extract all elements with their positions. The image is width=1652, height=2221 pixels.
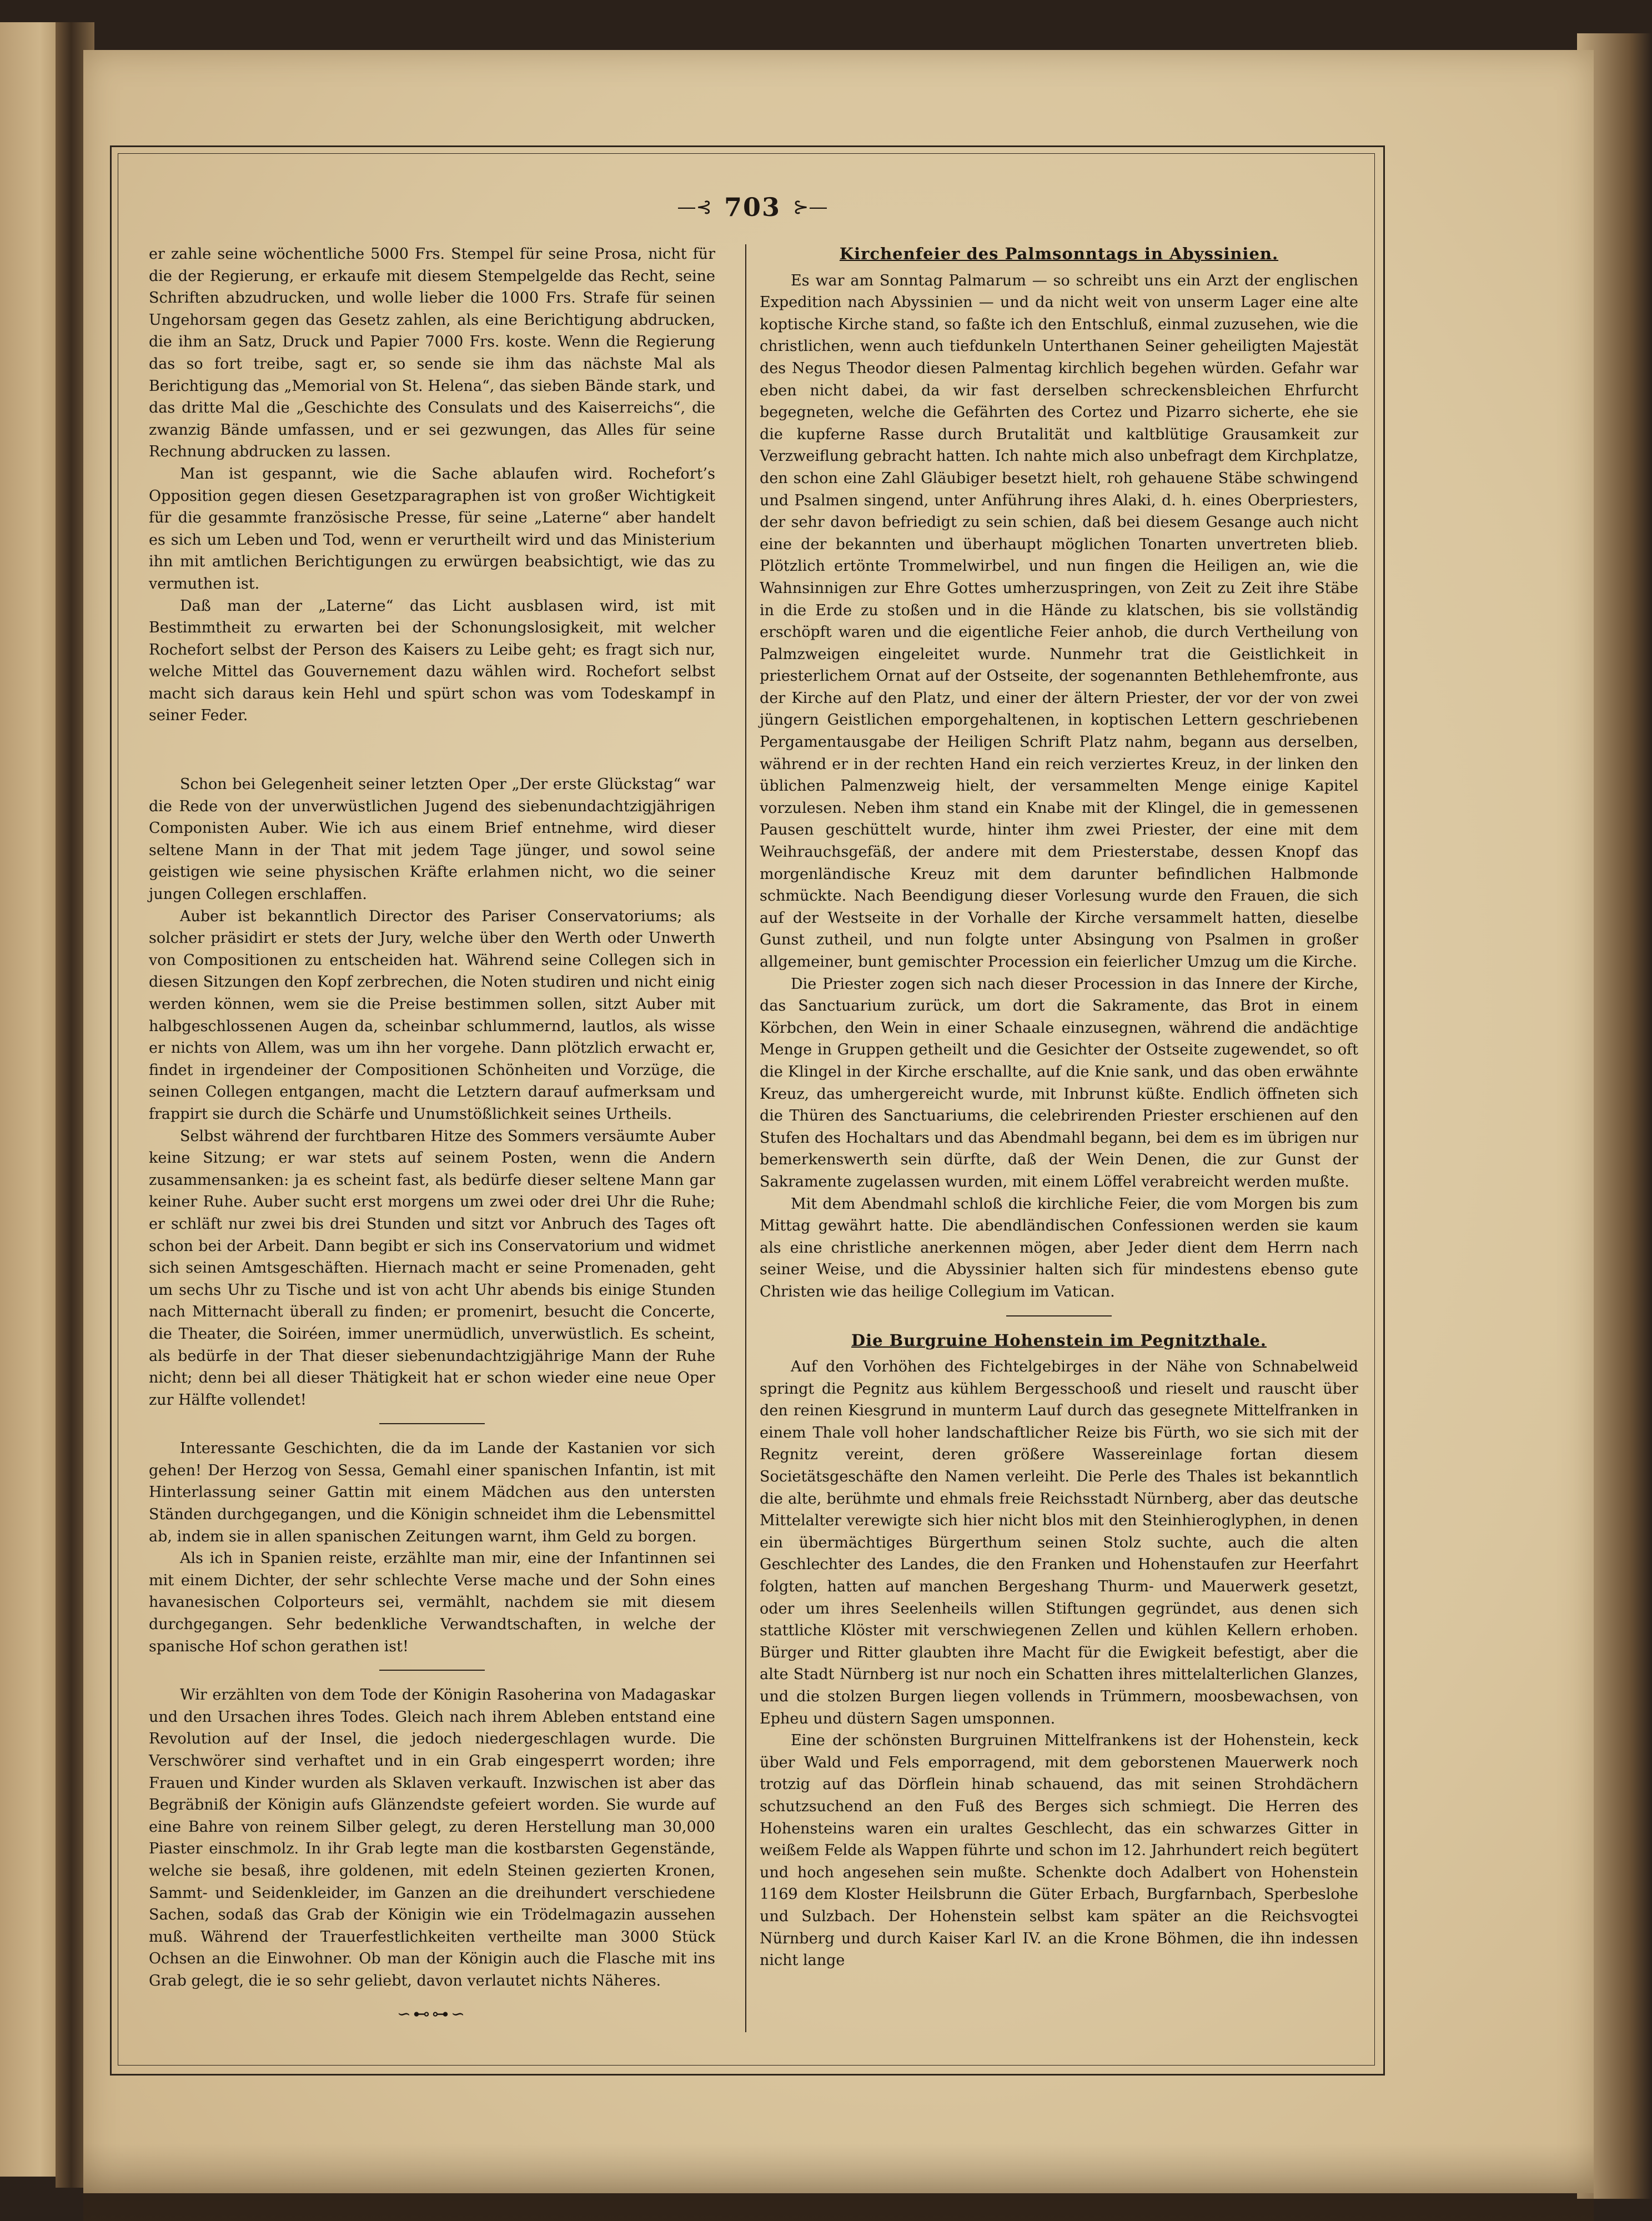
section-divider (1006, 1315, 1112, 1316)
paragraph: er zahle seine wöchentliche 5000 Frs. Stempel für seine Prosa, nicht für die der Regierung, er erkaufe mit diesem Stempelgelde das Recht, seine Schriften abzudrucken, und wolle lieber die 1000 Frs. Strafe für seinen Ungehorsam gegen das Gesetz zahlen, als eine Berichtigung abdrucken, die ihm an Satz, Druck und Papier 7000 Frs. koste. Wenn die Regierung das so fort treibe, sagt er, so sende sie ihm das nächste Mal als Berichtigung das „Memorial von St. Helena“, das sieben Bände stark, und das dritte Mal die „Geschichte des Consulats und des Kaiserreichs“, die zwanzig Bände umfassen, und er sei gezwungen, das Alles für seine Rechnung abdrucken zu lassen. (149, 245, 715, 461)
article-title (760, 1330, 1358, 1352)
article-title-text: Kirchenfeier des Palmsonntags in Abyssinien. (839, 244, 1279, 263)
paragraph: Es war am Sonntag Palmarum — so schreibt uns ein Arzt der englischen Expedition nach Abyssinien — und da nicht weit von unserm Lager eine alte koptische Kirche stand, so faßte ich den Entschluß, einmal zuzusehen, wie die christlichen, wenn auch tiefdunkeln Unterthanen Seiner geheiligten Majestät des Negus Theodor diesen Palmentag kirchlich begehen würden. Gefahr war eben nicht dabei, da wir fast derselben schreckensbleichen Ehrfurcht begegneten, welche die Gefährten des Cortez und Pizarro sicherte, ehe sie die kupferne Rasse durch Brutalität und kaltblütige Grausamkeit zur Verzweiflung gebracht hatten. Ich nahte mich also unbefragt dem Kirchplatze, den schon eine Zahl Gläubiger besetzt hielt, roh gehauene Stäbe schwingend und Psalmen singend, unter Anführung ihres Alaki, d. h. eines Oberpriesters, der sehr davon befriedigt zu sein schien, daß bei diesem Gesange auch nicht eine der bekannten und überhaupt möglichen Tonarten unvertreten blieb. Plötzlich ertönte Trommelwirbel, und nun fingen die Heiligen an, wie die Wahnsinnigen zur Ehre Gottes umherzuspringen, von Zeit zu Zeit ihre Stäbe in die Erde zu stoßen und in die Hände zu klatschen, bis sie vollständig erschöpft waren und die eigentliche Feier anhob, die durch Vertheilung von Palmzweigen eingeleitet wurde. Nunmehr trat die Geistlichkeit in priesterlichem Ornat auf der Ostseite, der sogenannten Bethlehemfronte, aus der Kirche auf den Platz, und einer der ältern Priester, der vor der von zwei jüngern Geistlichen emporgehaltenen, in koptischen Lettern geschriebenen Pergamentausgabe der Heiligen Schrift Platz nahm, begann aus derselben, während er in der rechten Hand ein reich verziertes Kreuz, in der linken den üblichen Palmenzweig hielt, der versammelten Menge einige Kapitel vorzulesen. Neben ihm stand ein Knabe mit der Klingel, die in gemessenen Pausen geschüttelt wurde, hinter ihm zwei Priester, der eine mit dem Weihrauchsgefäß, der andere mit dem Priesterstabe, dessen Knopf das morgenländische Kreuz mit dem darunter befindlichen Halbmonde schmückte. Nach Beendigung dieser Vorlesung wurde den Frauen, die sich auf der Westseite in der Vorhalle der Kirche versammelt hatten, dieselbe Gunst zutheil, und nun folgte unter Absingung von Psalmen in großer allgemeiner, bunt gemischter Procession ein feierlicher Umzug um die Kirche. (760, 272, 1358, 971)
paragraph: Wir erzählten von dem Tode der Königin Rasoherina von Madagaskar und den Ursachen ihres Todes. Gleich nach ihrem Ableben entstand eine Revolution auf der Insel, die jedoch niedergeschlagen wurde. Die Verschwörer sind verhaftet und in ein Grab eingesperrt worden; ihre Frauen und Kinder wurden als Sklaven verkauft. Inzwischen ist aber das Begräbniß der Königin aufs Glänzendste gefeiert worden. Sie wurde auf eine Bahre von reinem Silber gelegt, zu deren Herstellung man 30,000 Piaster einschmolz. In ihr Grab legte man die kostbarsten Gegenstände, welche sie besaß, ihre goldenen, mit edeln Steinen gezierten Kronen, Sammt- und Seidenkleider, im Ganzen an die dreihundert verschiedene Sachen, sodaß das Grab der Königin wie ein Trödelmagazin aussehen muß. Während der Trauerfestlichkeiten vertheilte man 3000 Stück Ochsen an die Einwohner. Ob man der Königin auch die Flasche mit ins Grab gelegt, die ie so sehr geliebt, davon verlautet nichts Näheres. (149, 1686, 715, 1989)
left-column (149, 243, 715, 2025)
right-column (760, 243, 1358, 1972)
paragraph: Eine der schönsten Burgruinen Mittelfrankens ist der Hohenstein, keck über Wald und Fels emporragend, mit dem geborstenen Mauerwerk noch trotzig auf das Dörflein hinab schauend, das mit seinen Strohdächern schutzsuchend an den Fuß des Berges sich schmiegt. Die Herren des Hohensteins waren ein uraltes Geschlecht, das ein schwarzes Gitter in weißem Felde als Wappen führte und schon im 12. Jahrhundert reich begütert und hoch angesehen sein mußte. Schenkte doch Adalbert von Hohenstein 1169 dem Kloster Heilsbrunn die Güter Erbach, Burgfarnbach, Sperbeslohe und Sulzbach. Der Hohenstein selbst kam später an die Reichsvogtei Nürnberg und durch Kaiser Karl IV. an die Krone Böhmen, die ihn indessen nicht lange (760, 1732, 1358, 1969)
paragraph: Die Priester zogen sich nach dieser Procession in das Innere der Kirche, das Sanctuarium zurück, um dort die Sakramente, das Brot in einem Körbchen, den Wein in einer Schaale einzusegnen, während die andächtige Menge in Gruppen getheilt und die Gesichter der Ostseite zugewendet, so oft die Klingel in der Kirche erschallte, auf die Knie sank, und das oben erwähnte Kreuz, das umhergereicht wurde, mit Inbrunst küßte. Endlich öffneten sich die Thüren des Sanctuariums, die celebrirenden Priester erschienen auf den Stufen des Hochaltars und das Abendmahl begann, bei dem es im übrigen nur bemerkenswerth sein dürfte, daß der Wein Denen, die zur Gunst der Sakramente zugelassen wurden, mit einem Löffel verabreicht werden mußte. (760, 975, 1358, 1190)
page-number: 703 (724, 192, 781, 222)
end-ornament: ∽⊷⊶∽ (396, 2004, 468, 2024)
paragraph: Auber ist bekanntlich Director des Pariser Conservatoriums; als solcher präsidirt er stets der Jury, welche über den Werth oder Unwerth von Compositionen zu entscheiden hat. Während seine Collegen sich in diesen Sitzungen den Kopf zerbrechen, die Noten studiren und nicht einig werden können, wem sie die Preise bestimmen sollen, sitzt Auber mit halbgeschlossenen Augen da, scheinbar schlummernd, lautlos, als wisse er nichts von Allem, was um ihn her vorgehe. Dann plötzlich erwacht er, findet in irgendeiner der Compositionen Schönheiten und Vorzüge, die seinen Collegen entgangen, macht die Letztern darauf aufmerksam und frappirt sie durch die Schärfe und Unumstößlichkeit seines Urtheils. (149, 907, 715, 1123)
article-title-text: Die Burgruine Hohenstein im Pegnitzthale. (851, 1330, 1267, 1350)
section-divider (379, 1423, 485, 1424)
section-divider (379, 1670, 485, 1671)
header-ornament-left: —⊰ (677, 196, 712, 218)
paragraph: Mit dem Abendmahl schloß die kirchliche Feier, die vom Morgen bis zum Mittag gewährt hatte. Die abendländischen Confessionen werden sie kaum als eine christliche anerkennen mögen, aber Jeder dient dem Herrn nach seiner Weise, und die Abyssinier halten sich für mindestens ebenso gute Christen wie das heilige Collegium im Vatican. (760, 1195, 1358, 1300)
article-title (760, 243, 1358, 265)
column-divider (745, 244, 746, 2032)
header-ornament-right: ⊱— (793, 196, 828, 218)
page-bottom-shadow (83, 2143, 1594, 2221)
paragraph: Schon bei Gelegenheit seiner letzten Oper „Der erste Glückstag“ war die Rede von der unverwüstlichen Jugend des siebenundachtzigjährigen Componisten Auber. Wie ich aus einem Brief entnehme, wird dieser seltene Mann in der That mit jedem Tage jünger, und sowol seine geistigen wie seine physischen Kräfte erlahmen nicht, wo die seiner jungen Collegen erschlaffen. (149, 776, 715, 903)
paragraph: Auf den Vorhöhen des Fichtelgebirges in der Nähe von Schnabelweid springt die Pegnitz aus kühlem Bergesschooß und rieselt und rauscht über den reinen Kiesgrund in munterm Lauf durch das gesegnete Mittelfranken in einem Thale voll hoher landschaftlicher Reize bis Fürth, wo sie sich mit der Regnitz vereint, deren größere Wassereinlage fortan diesem Societätsgeschäfte den Namen verleiht. Die Perle des Thales ist bekanntlich die alte, berühmte und ehmals freie Reichsstadt Nürnberg, aber das deutsche Mittelalter verewigte sich hier nicht blos mit den Steinhieroglyphen, in denen ein übermächtiges Bürgerthum seinen Stolz suchte, auch die alten Geschlechter des Landes, die den Franken und Hohenstaufen zur Heerfahrt folgten, hatten auf manchen Bergeshang Thurm- und Mauerwerk gesetzt, oder um ihres Seelenheils willen Stiftungen gegründet, aus denen sich stattliche Klöster mit verschwiegenen Zellen und kühlen Kellern erhoben. Bürger und Ritter glaubten ihre Macht für die Ewigkeit befestigt, aber die alte Stadt Nürnberg ist nur noch ein Schatten ihres mittelalterlichen Glanzes, und die stolzen Burgen liegen vollends in Trümmern, moosbewachsen, von Epheu und düstern Sagen umsponnen. (760, 1358, 1358, 1727)
paragraph: Als ich in Spanien reiste, erzählte man mir, eine der Infantinnen sei mit einem Dichter, der sehr schlechte Verse mache und der Sohn eines havanesischen Colporteurs sei, vermählt, nachdem sie mit diesem durchgegangen. Sehr bedenkliche Verwandtschaften, in welche der spanische Hof schon gerathen ist! (149, 1550, 715, 1655)
page-number-header (661, 188, 844, 227)
paragraph: Interessante Geschichten, die da im Lande der Kastanien vor sich gehen! Der Herzog von Sessa, Gemahl einer spanischen Infantin, ist mit Hinterlassung seiner Gattin mit einem Mädchen aus den untersten Ständen durchgegangen, und die Königin schneidet ihm die Lebensmittel ab, indem sie in allen spanischen Zeitungen warnt, ihm Geld zu borgen. (149, 1440, 715, 1545)
paragraph: Man ist gespannt, wie die Sache ablaufen wird. Rochefort’s Opposition gegen diesen Gesetzparagraphen ist von großer Wichtigkeit für die gesammte französische Presse, für seine „Laterne“ aber handelt es sich um Leben und Tod, wenn er verurtheilt wird und das Ministerium ihn mit amtlichen Berichtigungen zu erwürgen beabsichtigt, wie das zu vermuthen ist. (149, 465, 715, 592)
paragraph: Daß man der „Laterne“ das Licht ausblasen wird, ist mit Bestimmtheit zu erwarten bei der Schonungslosigkeit, mit welcher Rochefort selbst der Person des Kaisers zu Leibe geht; es fragt sich nur, welche Mittel das Gouvernement dazu wählen wird. Rochefort selbst macht sich daraus kein Hehl und spürt schon was vom Todeskampf in seiner Feder. (149, 597, 715, 725)
paragraph: Selbst während der furchtbaren Hitze des Sommers versäumte Auber keine Sitzung; er war stets auf seinem Posten, wenn die Andern zusammensanken: ja es scheint fast, als bedürfe dieser seltene Mann gar keiner Ruhe. Auber sucht erst morgens um zwei oder drei Uhr die Ruhe; er schläft nur zwei bis drei Stunden und sitzt vor Anbruch des Tages oft schon bei der Arbeit. Dann begibt er sich ins Conservatorium und widmet sich seinen Amtsgeschäften. Hiernach macht er seine Promenaden, geht um sechs Uhr zu Tische und ist von acht Uhr abends bis einige Stunden nach Mitternacht überall zu finden; er promenirt, besucht die Concerte, die Theater, die Soiréen, immer unermüdlich, unverwüstlich. Es scheint, als bedürfe in der That dieser siebenundachtzigjährige Mann der Ruhe nicht; denn bei all dieser Thätigkeit hat er schon wieder eine neue Oper zur Hälfte vollendet! (149, 1127, 715, 1409)
